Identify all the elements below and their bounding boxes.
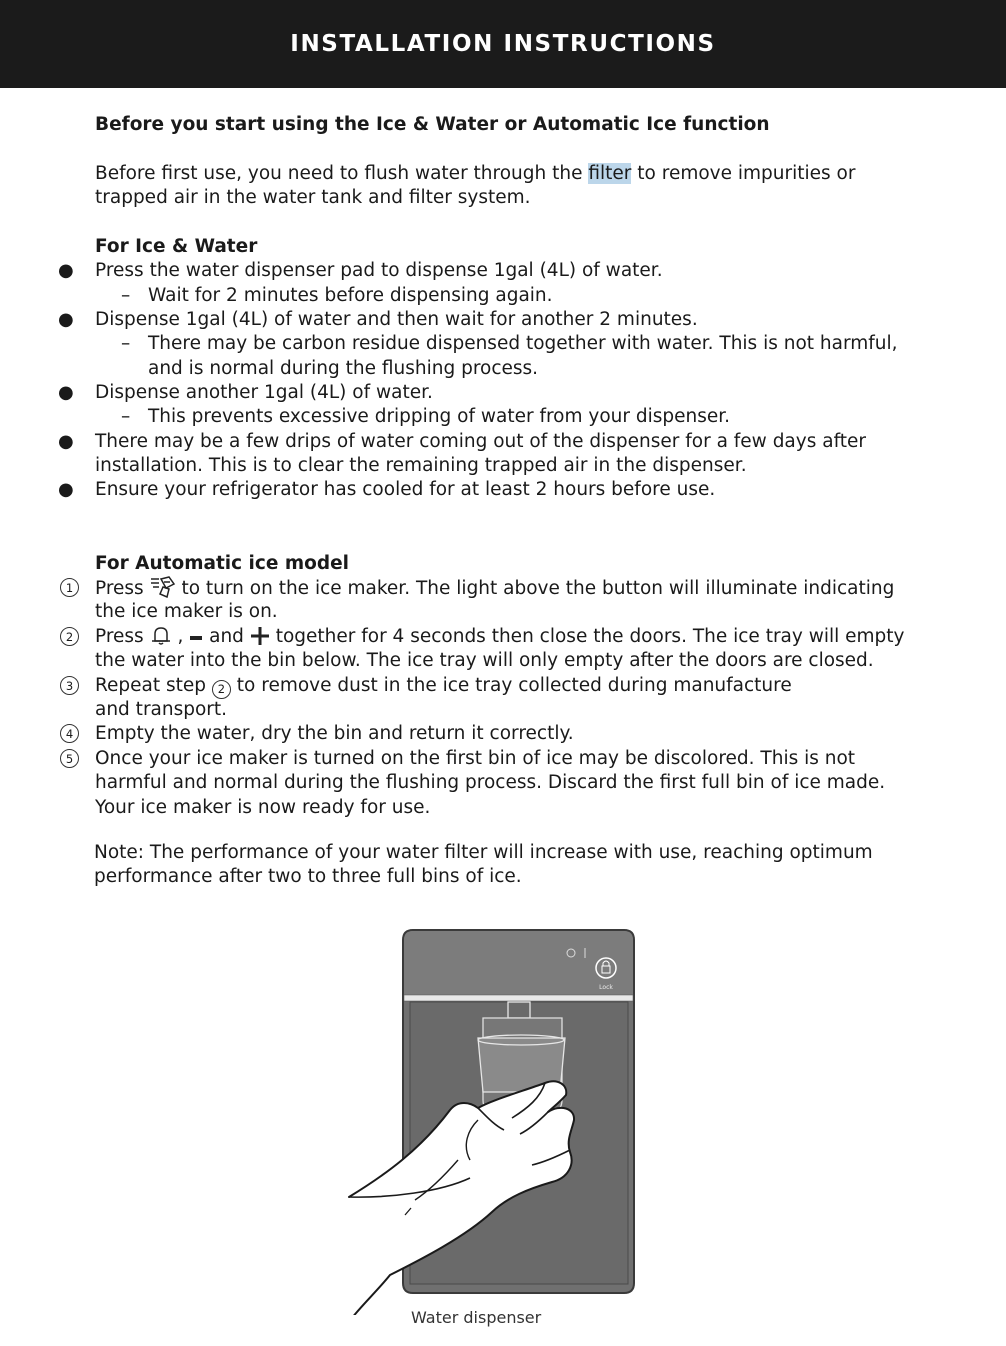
list-subitem: There may be carbon residue dispensed together with water. This is not harmful, bbox=[148, 333, 898, 354]
water-dispenser-illustration bbox=[340, 925, 650, 1319]
list-item: Dispense 1gal (4L) of water and then wait for another 2 minutes. bbox=[95, 309, 698, 330]
dash-icon: – bbox=[121, 406, 131, 427]
list-item: Ensure your refrigerator has cooled for at least 2 hours before use. bbox=[95, 479, 716, 500]
step-number: 3 bbox=[60, 676, 79, 695]
step-number: 4 bbox=[60, 724, 79, 743]
list-item: There may be a few drips of water coming out of the dispenser for a few days after bbox=[95, 431, 867, 452]
highlighted-word: filter bbox=[588, 163, 632, 184]
list-subitem-cont: and is normal during the flushing process. bbox=[148, 358, 539, 379]
step-4-line1: Empty the water, dry the bin and return it correctly. bbox=[95, 723, 574, 744]
intro-paragraph-line2: trapped air in the water tank and filter system. bbox=[95, 187, 531, 208]
step-number: 5 bbox=[60, 749, 79, 768]
intro-text-b: to remove impurities or bbox=[631, 163, 856, 184]
step-5-line1: Once your ice maker is turned on the first bin of ice may be discolored. This is not bbox=[95, 748, 856, 769]
note-line1: Note: The performance of your water filter will increase with use, reaching optimum bbox=[94, 842, 873, 863]
step-5-line3: Your ice maker is now ready for use. bbox=[95, 797, 431, 818]
list-subitem: Wait for 2 minutes before dispensing again. bbox=[148, 285, 553, 306]
page-title: INSTALLATION INSTRUCTIONS bbox=[290, 31, 716, 57]
step-1-line2: the ice maker is on. bbox=[95, 601, 278, 622]
list-item-cont: installation. This is to clear the remaining trapped air in the dispenser. bbox=[95, 455, 747, 476]
intro-paragraph-line1 bbox=[95, 162, 855, 186]
step-2-line1: Press , and together for 4 seconds then close the doors. The ice tray will empty bbox=[95, 625, 905, 653]
figure-caption: Water dispenser bbox=[411, 1308, 542, 1327]
bullet-icon: ● bbox=[58, 431, 74, 452]
note-line2: performance after two to three full bins of ice. bbox=[94, 866, 522, 887]
bullet-icon: ● bbox=[58, 309, 74, 330]
ice-water-heading: For Ice & Water bbox=[95, 236, 258, 257]
step-number: 1 bbox=[60, 578, 79, 597]
bullet-icon: ● bbox=[58, 479, 74, 500]
list-item: Press the water dispenser pad to dispense 1gal (4L) of water. bbox=[95, 260, 663, 281]
dash-icon: – bbox=[121, 333, 131, 354]
list-item: Dispense another 1gal (4L) of water. bbox=[95, 382, 433, 403]
step-ref-number: 2 bbox=[212, 680, 231, 699]
dash-icon: – bbox=[121, 285, 131, 306]
step-5-line2: harmful and normal during the flushing process. Discard the first full bin of ice made. bbox=[95, 772, 886, 793]
list-subitem: This prevents excessive dripping of water from your dispenser. bbox=[148, 406, 731, 427]
lock-label: Lock bbox=[599, 984, 613, 991]
step-number: 2 bbox=[60, 627, 79, 646]
step-2-line2: the water into the bin below. The ice tray will only empty after the doors are closed. bbox=[95, 650, 874, 671]
auto-ice-heading: For Automatic ice model bbox=[95, 553, 349, 574]
page-header bbox=[0, 0, 1006, 88]
bullet-icon: ● bbox=[58, 260, 74, 281]
step-3-line1: Repeat step 2 to remove dust in the ice tray collected during manufacture bbox=[95, 674, 792, 699]
step-1-line1: Press to turn on the ice maker. The light above the button will illuminate indicating bbox=[95, 576, 894, 605]
bullet-icon: ● bbox=[58, 382, 74, 403]
step-3-line2: and transport. bbox=[95, 699, 228, 720]
intro-text-a: Before first use, you need to flush water through the bbox=[95, 163, 589, 184]
intro-heading: Before you start using the Ice & Water or Automatic Ice function bbox=[95, 114, 770, 135]
